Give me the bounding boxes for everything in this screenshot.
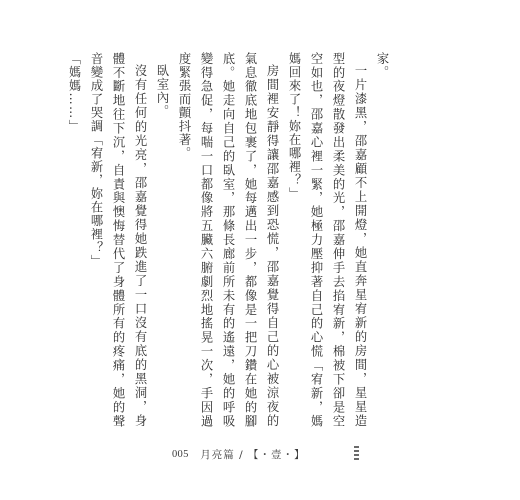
vertical-text-body <box>63 52 393 428</box>
page-footer <box>172 447 306 462</box>
running-title: 月亮篇 / 【・壹・】 <box>200 449 306 461</box>
paragraph-hallway: 房間裡安靜得讓邵嘉感到恐慌，邵嘉覺得自己的心被涼夜的氣息徹底地包裹了，她每邁出一步，都像是一把刀鑽在她的腳底。她走向自己的臥室，那條長廊前所未有的遙遠，她的呼吸變得急促，每喘一口都像將五臟六腑劇烈地搖晃一次，手因過度緊張而顫抖著。 <box>177 52 279 428</box>
page-number: 005 <box>172 449 189 460</box>
paragraph-mama: 「媽媽……」 <box>67 52 81 133</box>
footer-ornament-icon <box>354 446 359 460</box>
paragraph-dark-room: 一片漆黑，邵嘉顧不上開燈，她直奔星宥新的房間，星星造型的夜燈散發出柔美的光，邵嘉伸手去掐宥新，棉被下卻是空空如也，邵嘉心裡一緊，她極力壓抑著自己的心慌「宥新，媽媽回來了！妳在哪裡？」 <box>287 52 367 428</box>
paragraph-bedroom: 臥室內。 <box>155 64 169 119</box>
paragraph-black-hole: 沒有任何的光亮，邵嘉覺得她跌進了一口沒有底的黑洞，身體不斷地往下沉，自責與懊悔替代了身體所有的疼痛，她的聲音變成了哭調「宥新，妳在哪裡？」 <box>89 52 147 428</box>
paragraph-home: 家。 <box>375 52 389 79</box>
